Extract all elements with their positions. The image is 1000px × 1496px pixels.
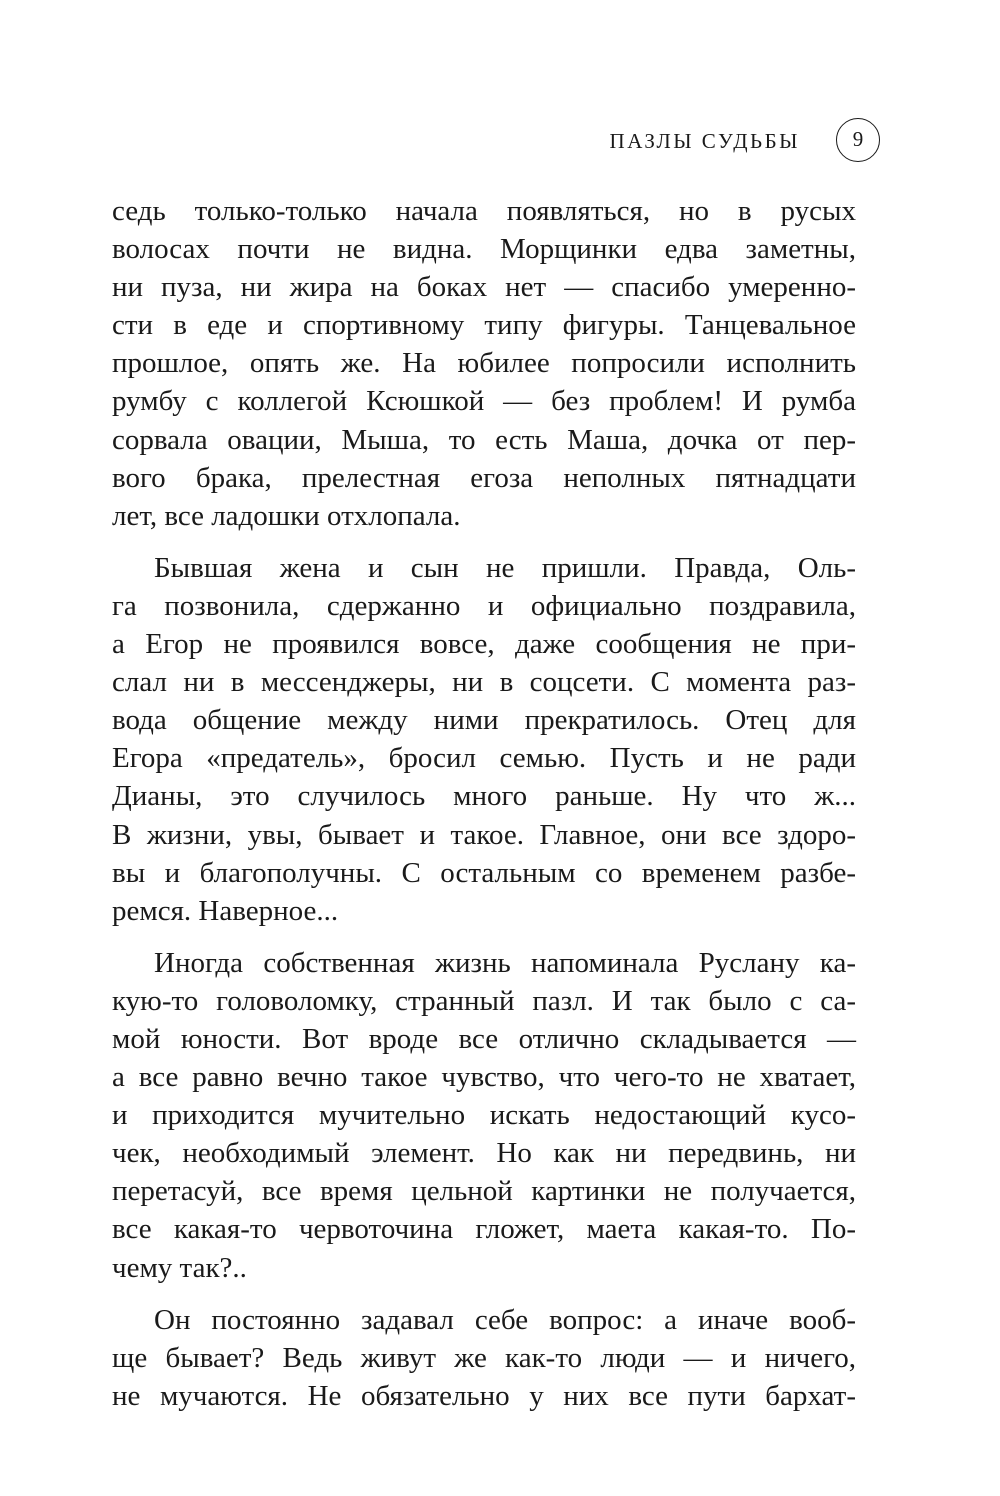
paragraph-gap	[112, 930, 856, 944]
text-line: прошлое, опять же. На юбилее попросили исполнить	[112, 347, 856, 380]
running-header	[110, 118, 880, 166]
running-title: ПАЗЛЫ СУДЬБЫ	[609, 129, 800, 153]
text-line: а все равно вечно такое чувство, что чего-то не хватает,	[112, 1061, 856, 1094]
text-line: Дианы, это случилось много раньше. Ну что ж...	[112, 780, 856, 813]
text-line: сти в еде и спортивному типу фигуры. Танцевальное	[112, 309, 856, 342]
text-line: сорвала овации, Мыша, то есть Маша, дочка от пер-	[112, 423, 856, 456]
text-line: Он постоянно задавал себе вопрос: а иначе вооб-	[154, 1303, 856, 1336]
text-line: все какая-то червоточина гложет, маета какая-то. По-	[112, 1213, 856, 1246]
text-line: вы и благополучны. С остальным со временем разбе-	[112, 856, 856, 889]
text-line: не мучаются. Не обязательно у них все пути бархат-	[112, 1379, 856, 1412]
text-line: кую-то головоломку, странный пазл. И так было с са-	[112, 984, 856, 1017]
paragraph	[112, 192, 856, 535]
text-line: ремся. Наверное...	[112, 894, 339, 927]
text-line: слал ни в мессенджеры, ни в соцсети. С момента раз-	[112, 666, 856, 699]
paragraph	[112, 1301, 856, 1415]
text-line: Иногда собственная жизнь напоминала Руслану ка-	[154, 946, 856, 979]
body-text	[112, 192, 856, 1415]
text-line: Егора «предатель», бросил семью. Пусть и не ради	[112, 742, 856, 775]
text-line: вого брака, прелестная егоза неполных пятнадцати	[112, 461, 856, 494]
text-line: ни пуза, ни жира на боках нет — спасибо умереннo-	[112, 271, 856, 304]
paragraph-gap	[112, 535, 856, 549]
text-line: румбу с коллегой Ксюшкой — без проблем! И румба	[112, 385, 856, 418]
text-line: мой юности. Вот вроде все отлично складывается —	[112, 1022, 856, 1055]
text-line: лет, все ладошки отхлопала.	[112, 499, 461, 532]
text-line: волосах почти не видна. Морщинки едва заметны,	[112, 233, 856, 266]
text-line: чему так?..	[112, 1251, 247, 1284]
paragraph	[112, 944, 856, 1287]
page-number: 9	[836, 118, 880, 162]
paragraph-gap	[112, 1287, 856, 1301]
text-line: и приходится мучительно искать недостающий кусо-	[112, 1099, 856, 1132]
text-line: вода общение между ними прекратилось. Отец для	[112, 704, 856, 737]
paragraph	[112, 549, 856, 930]
text-line: ще бывает? Ведь живут же как-то люди — и ничего,	[112, 1341, 856, 1374]
text-line: а Егор не проявился вовсе, даже сообщения не при-	[112, 628, 856, 661]
text-line: седь только-только начала появляться, но в русых	[112, 195, 856, 227]
text-line: Бывшая жена и сын не пришли. Правда, Оль-	[154, 551, 856, 584]
text-line: га позвонила, сдержанно и официально поздравила,	[112, 589, 856, 622]
text-line: чек, необходимый элемент. Но как ни передвинь, ни	[112, 1137, 856, 1170]
text-line: перетасуй, все время цельной картинки не получается,	[112, 1175, 856, 1208]
text-line: В жизни, увы, бывает и такое. Главное, они все здоро-	[112, 818, 856, 851]
